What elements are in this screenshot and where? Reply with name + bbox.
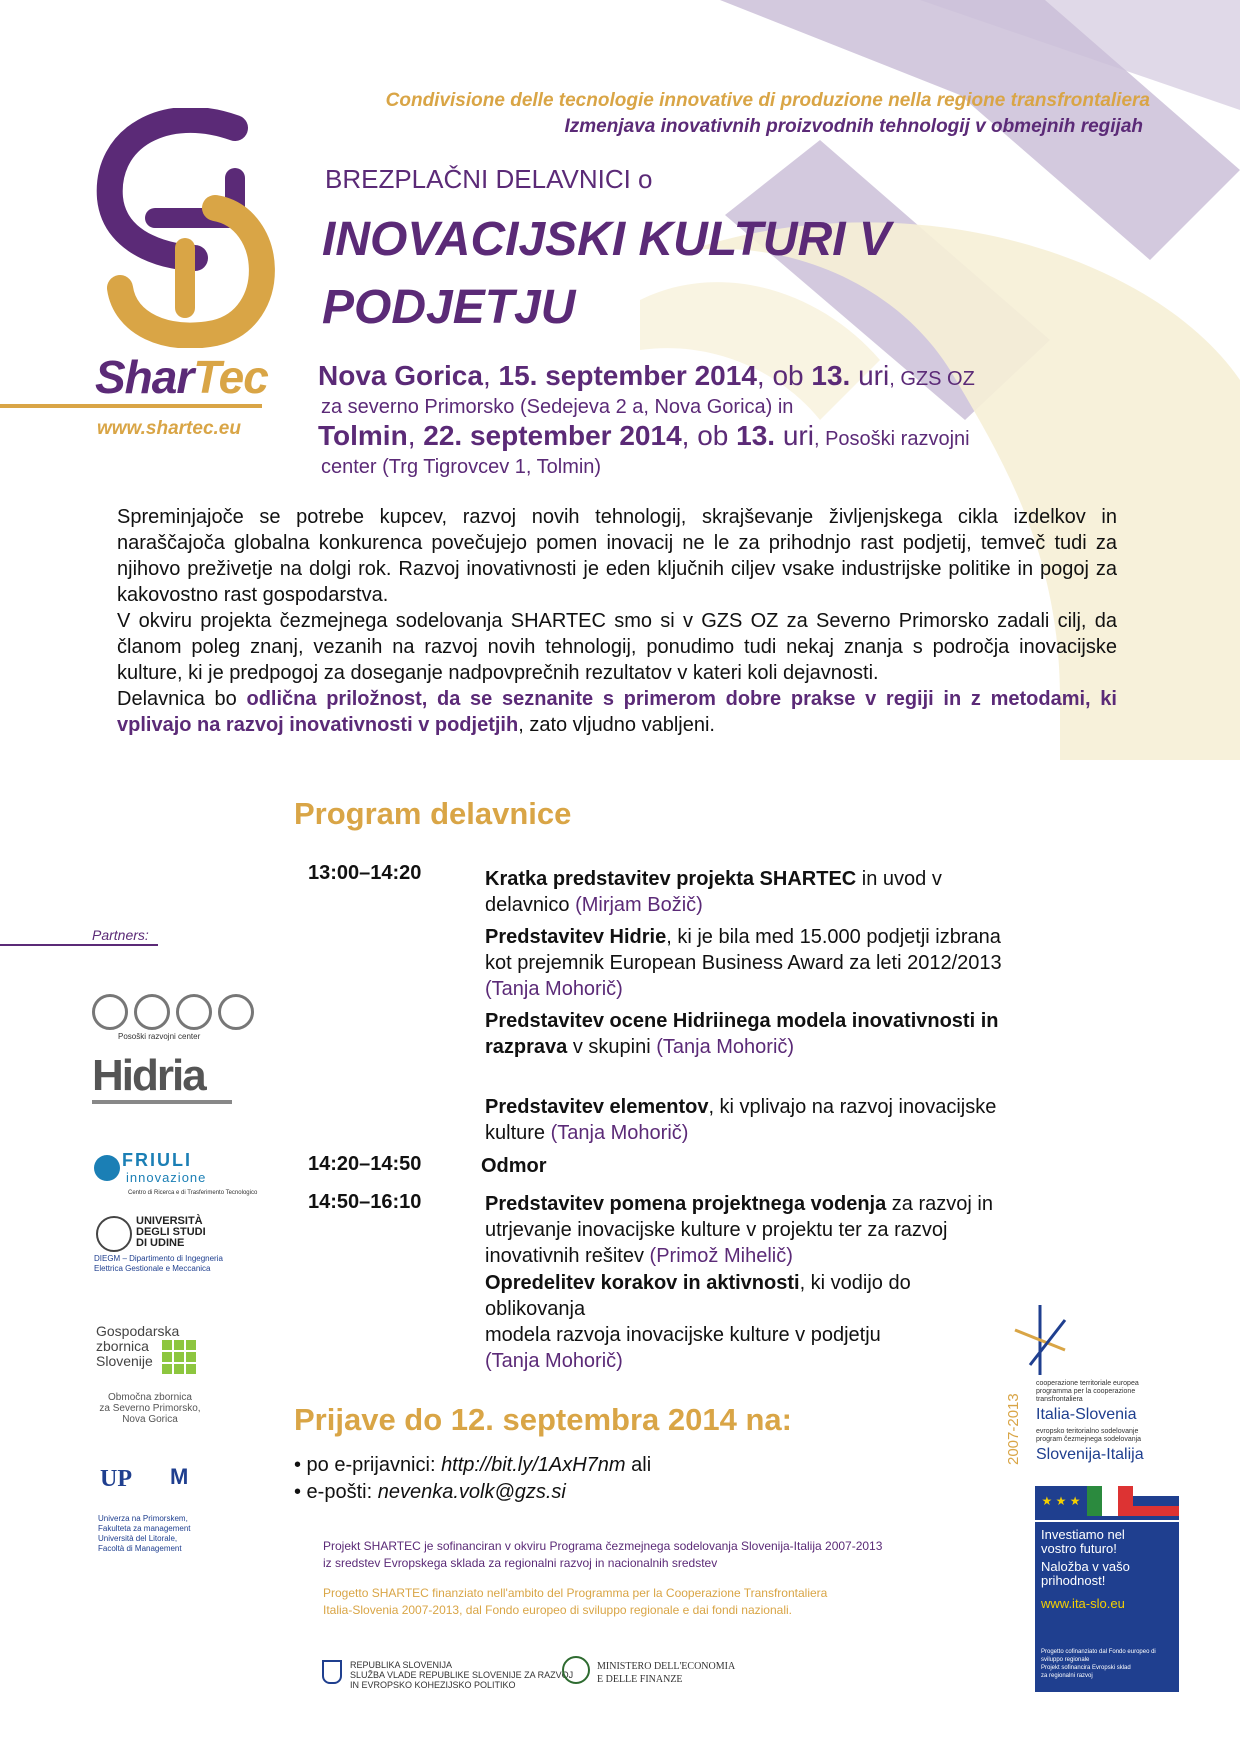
event-tolmin: Tolmin, 22. september 2014, ob 13. uri, Posoški razvojni center (Trg Tigrovcev 1, Tolmin)	[318, 420, 970, 478]
posocki-circle-icon	[134, 994, 170, 1030]
uniud-name: UNIVERSITÀ DEGLI STUDI DI UDINE	[136, 1215, 206, 1249]
program-time-1: 13:00–14:20	[308, 862, 422, 884]
gov-slovenia-text: REPUBLIKA SLOVENIJA SLUŽBA VLADE REPUBLIKE SLOVENIJE ZA RAZVOJ IN EVROPSKO KOHEZIJSKO POLITIKO	[350, 1660, 574, 1690]
program-it-text: cooperazione territoriale europea programma per la cooperazione transfrontaliera	[1036, 1380, 1139, 1403]
eu-flag-icon: ★ ★ ★	[1035, 1486, 1087, 1516]
eu-slogan-sl: Naložba v vašo prihodnost!	[1041, 1559, 1130, 1588]
program-item: Opredelitev korakov in aktivnosti, ki vodijo do oblikovanja modela razvoja inovacijske kulture v podjetju (Tanja Mohorič)	[485, 1272, 911, 1372]
posocki-logo	[92, 994, 254, 1030]
brand-name: SharTec	[95, 351, 268, 403]
partners-divider	[0, 944, 158, 946]
program-item: Predstavitev elementov, ki vplivajo na razvoj inovacijske kulture (Tanja Mohorič)	[485, 1096, 997, 1144]
posocki-circle-icon	[218, 994, 254, 1030]
friuli-subtitle: innovazione	[126, 1170, 207, 1185]
friuli-logo: FRIULI	[122, 1150, 192, 1170]
program-item: Predstavitev pomena projektnega vodenja za razvoj in utrjevanje inovacijske kulture v projektu ter za razvoj inovativnih rešitev (Primož Mihelič)	[485, 1193, 993, 1267]
shartec-logo-icon	[85, 108, 275, 348]
uniud-department: DIEGM – Dipartimento di Ingegneria Elettrica Gestionale e Meccanica	[94, 1254, 223, 1273]
program-heading: Program delavnice	[294, 796, 572, 831]
program-time-3: 14:50–16:10	[308, 1191, 422, 1213]
tagline-italian: Condivisione delle tecnologie innovative di produzione nella regione transfrontaliera	[385, 90, 1150, 111]
posocki-circle-icon	[176, 994, 212, 1030]
fm-logo-icon: M	[170, 1464, 189, 1489]
event-nova-gorica: Nova Gorica, 15. september 2014, ob 13. uri, GZS OZ za severno Primorsko (Sedejeva 2 a, Nova Gorica) in	[318, 360, 975, 418]
up-logo-icon: UP	[100, 1466, 132, 1492]
gov-italy-text: MINISTERO DELL'ECONOMIA E DELLE FINANZE	[597, 1661, 736, 1685]
program-item: Predstavitev Hidrie, ki je bila med 15.000 podjetji izbrana kot prejemnik European Business Award za leti 2012/2013 (Tanja Mohorič)	[485, 926, 1002, 1000]
program-sl-name: Slovenija-Italija	[1036, 1446, 1144, 1463]
footer-slovenian: Projekt SHARTEC je sofinanciran v okviru Programa čezmejnega sodelovanja Slovenija-Italija 2007-2013 iz sredstev Evropskega sklada za regionalni razvoj in nacionalnih sredstev	[323, 1539, 883, 1570]
intro-heading: BREZPLAČNI DELAVNICI o	[325, 164, 653, 194]
program-it-name: Italia-Slovenia	[1036, 1406, 1137, 1423]
slovenia-flag-icon	[1133, 1486, 1179, 1516]
hidria-logo: Hidria	[92, 1051, 205, 1100]
body-text	[117, 504, 1117, 738]
program-break: Odmor	[481, 1155, 547, 1177]
registration-email-line: • e-pošti: nevenka.volk@gzs.si	[294, 1481, 566, 1503]
body-paragraph: Delavnica bo odlična priložnost, da se seznanite s primerom dobre prakse v regiji in z metodami, ki vplivajo na razvoj inovativnosti v podjetjih, zato vljudno vabljeni.	[117, 688, 1117, 736]
partners-label: Partners:	[92, 927, 149, 943]
program-item: Kratka predstavitev projekta SHARTEC in uvod v delavnico (Mirjam Božič)	[485, 868, 942, 916]
brand-divider	[0, 404, 262, 408]
flags-row	[1035, 1486, 1179, 1516]
tagline-slovenian: Izmenjava inovativnih proizvodnih tehnologij v obmejnih regijah	[564, 116, 1143, 137]
up-caption: Univerza na Primorskem, Fakulteta za management Università del Litorale, Facoltà di Management	[98, 1514, 191, 1553]
italy-emblem-icon	[562, 1656, 590, 1684]
posocki-circle-icon	[92, 994, 128, 1030]
body-paragraph: V okviru projekta čezmejnega sodelovanja SHARTEC smo si v GZS OZ za Severno Primorsko zadali cilj, da članom poleg znanj, vezanih na razvoj novih tehnologij, ponudimo tudi nekaj znanja s področja inovacijske kulture, ki je predpogoj za doseganje nadpovprečnih rezultatov v kateri koli dejavnosti.	[117, 610, 1117, 684]
program-sl-text: evropsko teritorialno sodelovanje program čezmejnega sodelovanja	[1036, 1428, 1142, 1443]
friuli-dot-icon	[94, 1155, 120, 1181]
page-title: INOVACIJSKI KULTURI V PODJETJU	[322, 213, 891, 334]
star-program-icon	[1010, 1305, 1070, 1375]
gzs-regional: Območna zbornica za Severno Primorsko, Nova Gorica	[99, 1392, 201, 1425]
registration-link-line: • po e-prijavnici: http://bit.ly/1AxH7nm ali	[294, 1454, 652, 1476]
posocki-text: Posoški razvojni center	[118, 1032, 201, 1041]
footer-italian: Progetto SHARTEC finanziato nell'ambito del Programma per la Cooperazione Transfrontaliera Italia-Slovenia 2007-2013, dal Fondo europeo di sviluppo regionale e dai fondi nazionali.	[323, 1586, 828, 1617]
friuli-caption: Centro di Ricerca e di Trasferimento Tecnologico	[128, 1190, 258, 1196]
program-time-2: 14:20–14:50	[308, 1153, 422, 1175]
slovenia-crest-icon	[322, 1660, 342, 1684]
registration-heading: Prijave do 12. septembra 2014 na:	[294, 1402, 792, 1437]
eu-slogan-it: Investiamo nel vostro futuro!	[1041, 1527, 1125, 1556]
brand-url[interactable]: www.shartec.eu	[97, 418, 241, 439]
registration-email[interactable]: nevenka.volk@gzs.si	[377, 1481, 566, 1503]
body-paragraph: Spreminjajoče se potrebe kupcev, razvoj novih tehnologij, skrajševanje življenjskega cikla izdelkov in naraščajoča globalna konkurenca povečujejo pomen inovacij ne le za prihodnjo rast podjetij, temveč tudi za njihovo preživetje na dolgi rok. Razvoj inovativnosti je eden ključnih ciljev vsake industrijske politike in pogoj za kakovostno rast gospodarstva.	[117, 506, 1117, 606]
italy-flag-icon	[1087, 1486, 1133, 1516]
registration-link[interactable]: http://bit.ly/1AxH7nm	[441, 1454, 626, 1476]
gzs-grid-icon	[162, 1340, 196, 1374]
program-years: 2007-2013	[1005, 1393, 1022, 1465]
uniud-seal-icon	[96, 1216, 132, 1252]
eu-funding-box	[1035, 1486, 1179, 1692]
eu-url[interactable]: www.ita-slo.eu	[1041, 1596, 1125, 1611]
program-item: Predstavitev ocene Hidriinega modela inovativnosti in razprava v skupini (Tanja Mohorič)	[485, 1010, 999, 1058]
hidria-underline	[92, 1100, 232, 1104]
eu-small-print: Progetto cofinanziato dal Fondo europeo di sviluppo regionale Projekt sofinancira Evropski sklad za regionalni razvoj	[1041, 1649, 1156, 1679]
gzs-name: Gospodarska zbornica Slovenije	[96, 1323, 180, 1369]
